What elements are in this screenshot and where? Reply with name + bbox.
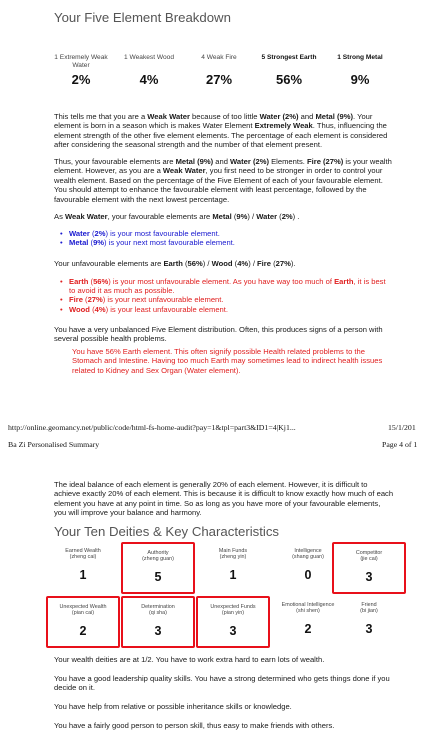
favourable-list <box>60 229 390 247</box>
deities-title: Your Ten Deities & Key Characteristics <box>54 524 280 539</box>
list-item: • Water (2%) is your most favourable element. <box>60 229 390 238</box>
stat-label: 4 Weak Fire <box>201 54 237 61</box>
list-item: • Metal (9%) is your next most favourable element. <box>60 238 390 247</box>
deity-value: 2 <box>304 621 312 636</box>
summary-help: You have help from relative or possible inheritance skills or knowledge. <box>54 702 292 711</box>
ideal-balance-paragraph: The ideal balance of each element is generally 20% of each element. However, it is difficult to achieve exactly 20% of each element. This is because it is difficult to know exactly how much of each element you have at any point in time. So as long as you have more of your favourable elements, you will improve your balance and harmony. <box>54 480 394 518</box>
list-item: • Fire (27%) is your next unfavourable element. <box>60 295 390 304</box>
breakdown-title: Your Five Element Breakdown <box>54 10 231 25</box>
deity-value: 0 <box>304 567 312 582</box>
stat-label: 5 Strongest Earth <box>261 54 317 61</box>
deity-earned-wealth: Earned Wealth (zheng cai) 1 <box>46 542 120 594</box>
stat-fire <box>188 54 250 87</box>
summary-wealth: Your wealth deities are at 1/2. You have to work extra hard to earn lots of wealth. <box>54 655 325 664</box>
stat-label: 1 Extremely Weak Water <box>54 54 108 69</box>
unfavourable-list <box>60 277 390 314</box>
deity-determination: Determination (qi sha) 3 <box>121 596 195 648</box>
footer-date: 15/1/201 <box>388 423 416 432</box>
stat-label: 1 Weakest Wood <box>124 54 174 61</box>
stat-value: 2% <box>71 72 91 88</box>
favourable-intro: As Weak Water, your favourable elements are Metal (9%) / Water (2%) . <box>54 212 300 221</box>
list-item: • Wood (4%) is your least unfavourable element. <box>60 305 390 314</box>
stat-label: 1 Strong Metal <box>337 54 383 61</box>
unfavourable-intro: Your unfavourable elements are Earth (56%) / Wood (4%) / Fire (27%). <box>54 259 296 268</box>
stat-wood <box>118 54 180 87</box>
deity-value: 5 <box>154 569 162 584</box>
header-page-number: Page 4 of 1 <box>382 440 418 449</box>
stat-value: 4% <box>139 71 159 87</box>
deity-value: 1 <box>79 567 87 582</box>
deity-friend: Friend (bi jian) 3 <box>332 596 406 648</box>
stat-value: 56% <box>275 71 303 87</box>
summary-social: You have a fairly good person to person skill, thus easy to make friends with others. <box>54 721 335 730</box>
summary-leadership: You have a good leadership quality skills. You have a strong determined who gets things done if you decide on it. <box>54 674 390 693</box>
analysis-paragraph-2: Thus, your favourable elements are Metal (9%) and Water (2%) Elements. Fire (27%) is your wealth element. However, as you are a Weak Water, you first need to be stronger in order to control your wealth element. Based on the percentage of the Five Element of each of your favourable element. You should attempt to enhance the favourable element with least percentage, followed by the favourable element with the next lowest percentage. <box>54 157 392 204</box>
deity-value: 3 <box>365 621 373 636</box>
balance-paragraph: You have a very unbalanced Five Element distribution. Often, this produces signs of a person with several possible health problems. <box>54 325 383 344</box>
stat-value: 9% <box>350 71 370 87</box>
footer-url: http://online.geomancy.net/public/code/html-fs-home-audit?pay=1&tpl=part3&ID1=4|Kj1... <box>8 423 296 432</box>
deity-intelligence: Intelligence (shang guan) 0 <box>271 542 345 594</box>
analysis-paragraph-1: This tells me that you are a Weak Water because of too little Water (2%) and Metal (9%). Your element is born in a season which is makes Water Element Extremely Weak. Thus, influencing the element strength of the other five element elements. The percentage of each element is considered after considering the seasonal strength and the number of that element present. <box>54 112 388 150</box>
list-item: • Earth (56%) is your most unfavourable element. As you have way too much of Earth, it is best to avoid it as much as possible. <box>60 277 390 295</box>
deity-unexpected-wealth: Unexpected Wealth (pian cai) 2 <box>46 596 120 648</box>
deity-value: 3 <box>154 623 162 638</box>
deity-value: 3 <box>229 623 237 638</box>
deity-unexpected-funds: Unexpected Funds (pian yin) 3 <box>196 596 270 648</box>
stat-value: 27% <box>205 71 233 87</box>
header-doc-title: Ba Zi Personalised Summary <box>8 440 100 449</box>
health-note: You have 56% Earth element. This often signify possible Health related problems to the Stomach and Intestine. Having too much Earth may sometimes lead to indirect health issues related to Kidney and Sex Organ (Water element). <box>72 347 383 375</box>
deity-main-funds: Main Funds (zheng yin) 1 <box>196 542 270 594</box>
deity-competitor: Competitor (jie cai) 3 <box>332 542 406 594</box>
deity-emotional-intelligence: Emotional Intelligence (shi shen) 2 <box>271 596 345 648</box>
stat-metal <box>328 54 392 87</box>
stat-water <box>48 54 114 87</box>
stat-earth <box>254 54 324 87</box>
deity-authority: Authority (zheng guan) 5 <box>121 542 195 594</box>
deity-value: 2 <box>79 623 87 638</box>
deity-value: 3 <box>365 569 373 584</box>
deity-value: 1 <box>229 567 237 582</box>
